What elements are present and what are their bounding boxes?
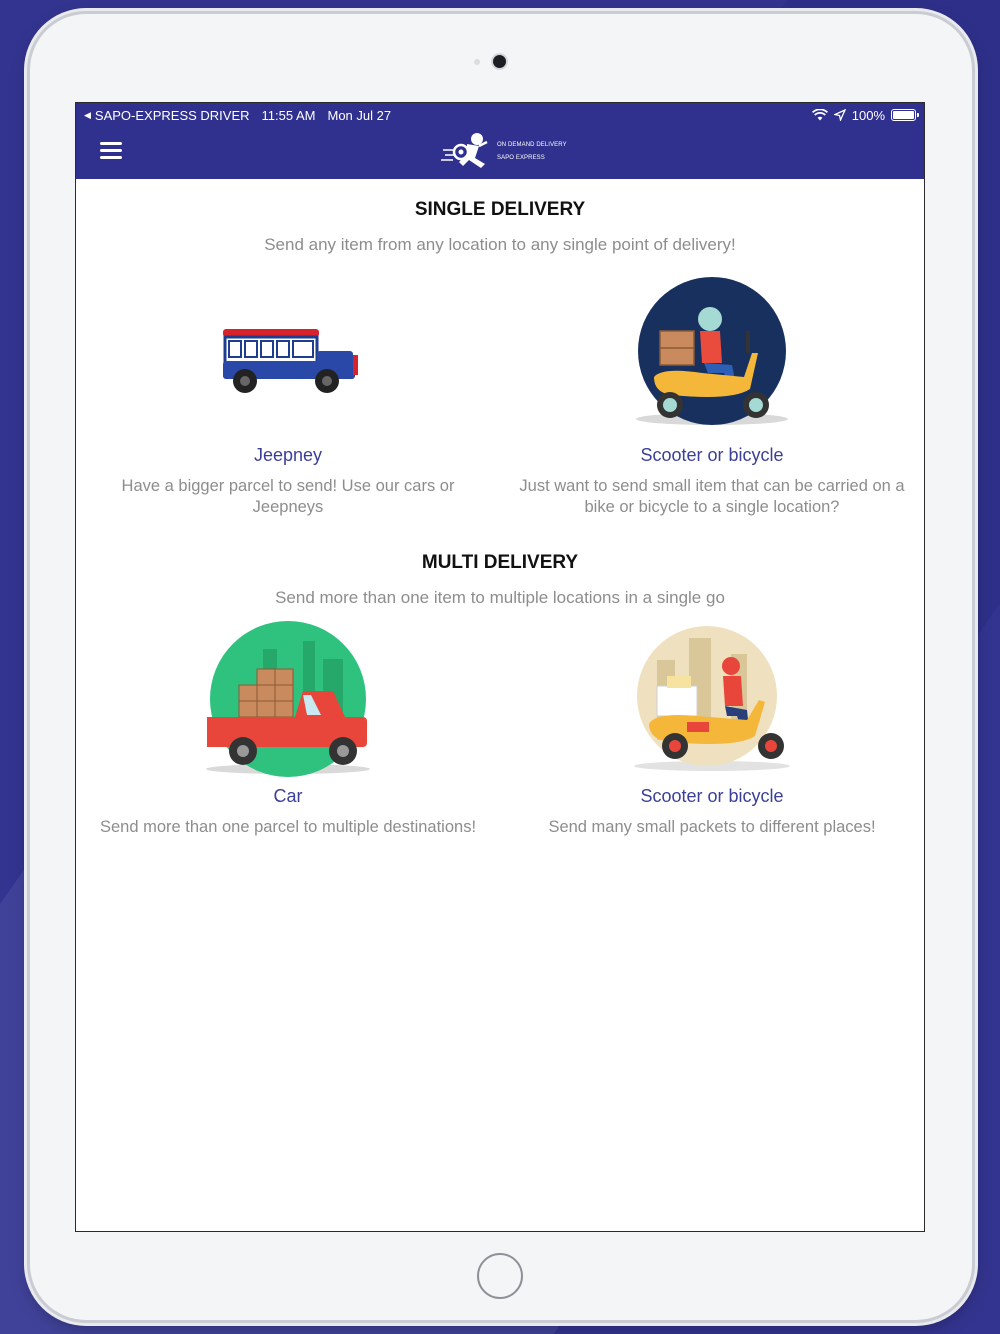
car-option[interactable]	[76, 614, 500, 838]
jeepney-title: Jeepney	[253, 445, 323, 465]
scooter-multi-option[interactable]	[500, 614, 924, 838]
car-description: Send more than one parcel to multiple destinations!	[99, 818, 477, 836]
scooter-packages-icon	[627, 624, 797, 774]
menu-icon[interactable]	[100, 142, 122, 162]
status-bar	[76, 103, 924, 127]
app-logo	[441, 129, 571, 175]
battery-icon	[891, 109, 916, 121]
logo-tagline: ON DEMAND DELIVERY	[497, 142, 567, 148]
jeepney-option[interactable]	[76, 263, 500, 518]
wifi-icon	[812, 109, 828, 121]
home-button[interactable]	[477, 1253, 523, 1299]
status-time: 11:55 AM	[261, 107, 316, 123]
pickup-truck-icon	[203, 619, 373, 779]
front-camera	[493, 55, 506, 68]
single-delivery-subtitle: Send any item from any location to any single point of delivery!	[264, 235, 736, 254]
scooter-single-description: Just want to send small item that can be carried on a bike or bicycle to a single location?	[519, 477, 905, 516]
scooter-multi-title: Scooter or bicycle	[640, 786, 784, 806]
scooter-single-option[interactable]	[500, 263, 924, 518]
back-app-name[interactable]: SAPO-EXPRESS DRIVER	[94, 107, 250, 123]
scooter-multi-description: Send many small packets to different places!	[548, 818, 876, 836]
jeepney-icon	[213, 293, 363, 413]
multi-delivery-options	[76, 614, 924, 838]
status-date: Mon Jul 27	[327, 107, 392, 123]
jeepney-description: Have a bigger parcel to send! Use our cars or Jeepneys	[121, 477, 455, 516]
single-delivery-heading: SINGLE DELIVERY	[414, 199, 586, 220]
back-to-app-icon[interactable]: ◀	[84, 109, 91, 120]
car-title: Car	[273, 786, 303, 806]
app-screen	[75, 102, 925, 1232]
battery-percent: 100%	[851, 107, 885, 123]
scooter-rider-icon	[632, 273, 792, 433]
single-delivery-options	[76, 263, 924, 518]
top-navbar	[76, 127, 924, 179]
multi-delivery-subtitle: Send more than one item to multiple locations in a single go	[275, 588, 725, 607]
ipad-frame	[30, 14, 972, 1320]
multi-delivery-heading: MULTI DELIVERY	[421, 552, 579, 573]
sensor-dot	[474, 59, 480, 65]
logo-brand: SAPO EXPRESS	[497, 155, 545, 161]
delivery-runner-logo-icon	[441, 130, 493, 174]
scooter-single-title: Scooter or bicycle	[640, 445, 784, 465]
location-arrow-icon	[834, 109, 846, 121]
